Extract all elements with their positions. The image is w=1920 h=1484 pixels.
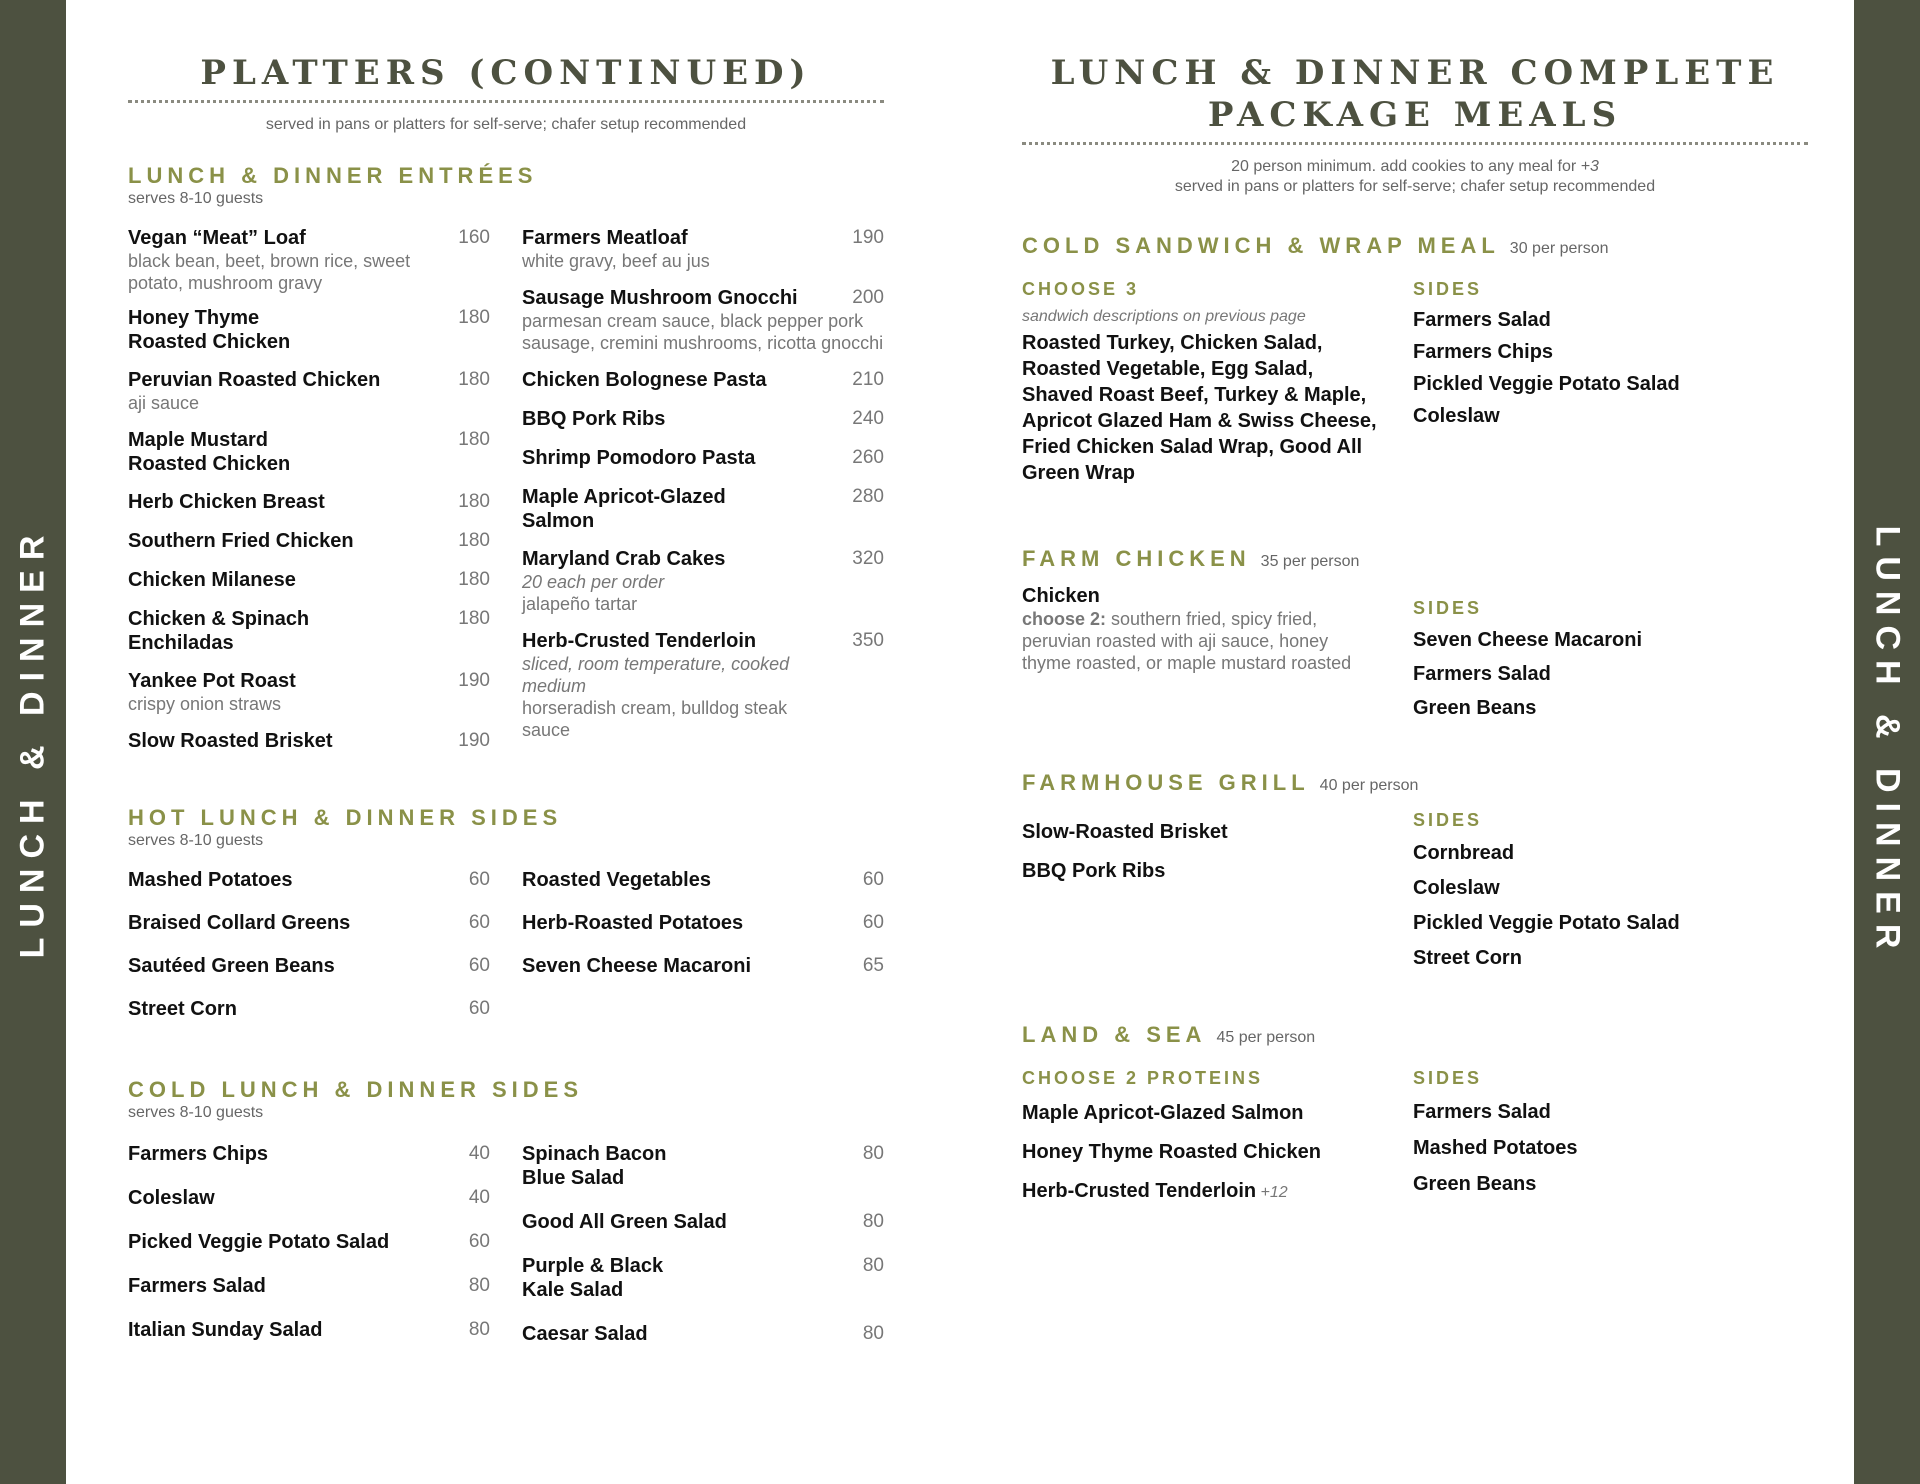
entrees-list-2 (522, 226, 884, 753)
item-price: 60 (468, 912, 490, 933)
entrees-serves: serves 8-10 guests (128, 190, 264, 207)
item-price: 180 (458, 307, 490, 328)
item-note: sliced, room temperature, cooked medium (522, 654, 790, 696)
item-name: Picked Veggie Potato Salad (128, 1231, 390, 1253)
item-price: 80 (468, 1319, 490, 1340)
item-name: Spinach Bacon Blue Salad (522, 1143, 667, 1189)
farmhouse-grill-section (1022, 770, 1808, 970)
side-item: Coleslaw (1413, 877, 1500, 899)
side-item: Farmers Chips (1413, 341, 1554, 363)
sandwich-heading (1022, 233, 1808, 259)
menu-item (522, 226, 884, 272)
farm-chicken-price: 35 per person (1260, 553, 1360, 570)
sandwich-choose-note: sandwich descriptions on previous page (1022, 308, 1306, 325)
menu-item (128, 1318, 490, 1342)
menu-item (128, 669, 490, 715)
menu-item (128, 529, 490, 553)
item-price: 200 (852, 287, 884, 308)
item-price: 80 (862, 1323, 884, 1344)
item-desc: aji sauce (128, 393, 200, 413)
menu-item (128, 729, 490, 753)
left-side-bar (0, 0, 66, 1484)
item-price: 160 (458, 227, 490, 248)
item-name: Yankee Pot Roast (128, 670, 296, 692)
item-name: Mashed Potatoes (128, 869, 293, 891)
item-price: 190 (458, 730, 490, 751)
side-item: Pickled Veggie Potato Salad (1413, 912, 1680, 934)
menu-item (128, 568, 490, 592)
menu-item (128, 368, 490, 414)
entrees-section (128, 163, 884, 753)
side-item: Street Corn (1413, 947, 1522, 969)
menu-item (128, 428, 490, 476)
title-divider (1022, 142, 1808, 145)
menu-item (522, 368, 884, 392)
grill-main: BBQ Pork Ribs (1022, 860, 1166, 882)
item-price: 80 (468, 1275, 490, 1296)
package-title-line-2: PACKAGE MEALS (1207, 95, 1623, 135)
protein-item: Maple Apricot-Glazed Salmon (1022, 1102, 1304, 1124)
item-name: BBQ Pork Ribs (522, 408, 666, 430)
farmhouse-grill-price: 40 per person (1319, 777, 1419, 794)
grill-main: Slow-Roasted Brisket (1022, 821, 1228, 843)
side-item: Farmers Salad (1413, 309, 1551, 331)
item-name: Vegan “Meat” Loaf (128, 227, 306, 249)
item-name: Sautéed Green Beans (128, 955, 335, 977)
item-name: Slow Roasted Brisket (128, 730, 333, 752)
sandwich-title: COLD SANDWICH & WRAP MEAL (1022, 233, 1500, 258)
item-name: Honey Thyme Roasted Chicken (128, 307, 291, 353)
cold-sides-list-2 (522, 1142, 884, 1346)
item-price: 80 (862, 1143, 884, 1164)
sandwich-choices: Roasted Turkey, Chicken Salad, Roasted Vegetable, Egg Salad, Shaved Roast Beef, Turkey & Maple, Apricot Glazed Ham & Swiss Cheese, Fried Chicken Salad Wrap, Good All Green Wrap (1022, 332, 1377, 484)
item-note: 20 each per order (522, 572, 665, 592)
hot-sides-section (128, 805, 884, 1021)
item-price: 60 (468, 998, 490, 1019)
menu-item (522, 286, 884, 354)
item-name: Sausage Mushroom Gnocchi (522, 287, 798, 309)
item-price: 65 (862, 955, 884, 976)
menu-item (522, 407, 884, 431)
protein-upcharge: +12 (1260, 1184, 1288, 1201)
package-note-1: 20 person minimum. add cookies to any meal for (1231, 158, 1577, 175)
side-item: Mashed Potatoes (1413, 1137, 1578, 1159)
item-name: Chicken Bolognese Pasta (522, 369, 767, 391)
sides-label: SIDES (1413, 1068, 1483, 1088)
menu-item (522, 446, 884, 470)
side-label-left: LUNCH & DINNER (13, 525, 52, 959)
item-desc: parmesan cream sauce, black pepper pork sausage, cremini mushrooms, ricotta gnocchi (522, 311, 884, 353)
item-name: Braised Collard Greens (128, 912, 351, 934)
right-side-bar (1854, 0, 1920, 1484)
cookie-price: +3 (1580, 158, 1599, 175)
hot-sides-list-1 (128, 868, 490, 1021)
item-name: Chicken & Spinach Enchiladas (128, 608, 310, 654)
choose-label: choose 2: (1022, 609, 1107, 629)
farm-chicken-heading (1022, 546, 1808, 572)
menu-item (522, 629, 884, 741)
item-desc: horseradish cream, bulldog steak sauce (522, 698, 788, 740)
item-desc: crispy onion straws (128, 694, 282, 714)
item-price: 40 (468, 1143, 490, 1164)
sandwich-meal-section (1022, 233, 1808, 486)
menu-item (522, 911, 884, 935)
item-price: 40 (468, 1187, 490, 1208)
item-name: Chicken Milanese (128, 569, 296, 591)
cold-sides-list-1 (128, 1142, 490, 1346)
item-price: 180 (458, 569, 490, 590)
item-price: 60 (468, 955, 490, 976)
choose-text: southern fried, spicy fried, peruvian roasted with aji sauce, honey thyme roasted, or maple mustard roasted (1022, 609, 1352, 673)
land-sea-title: LAND & SEA (1022, 1022, 1207, 1047)
menu-item (522, 868, 884, 892)
platters-title: PLATTERS (CONTINUED) (200, 53, 812, 93)
item-name: Peruvian Roasted Chicken (128, 369, 381, 391)
menu-item (128, 306, 490, 354)
item-name: Farmers Meatloaf (522, 227, 688, 249)
menu-item (128, 607, 490, 655)
side-item: Farmers Salad (1413, 1101, 1551, 1123)
menu-item (128, 1142, 490, 1166)
menu-item (522, 1254, 884, 1302)
farm-chicken-choose (1022, 608, 1382, 674)
side-item: Green Beans (1413, 697, 1537, 719)
item-name: Shrimp Pomodoro Pasta (522, 447, 756, 469)
cold-sides-section (128, 1077, 884, 1346)
item-price: 350 (852, 630, 884, 651)
item-desc: white gravy, beef au jus (522, 251, 710, 271)
menu-item (128, 1186, 490, 1210)
item-name: Street Corn (128, 998, 237, 1020)
item-name: Purple & Black Kale Salad (522, 1255, 664, 1301)
item-price: 280 (852, 486, 884, 507)
sandwich-price: 30 per person (1509, 240, 1609, 257)
item-name: Coleslaw (128, 1187, 215, 1209)
menu-item (128, 954, 490, 978)
side-item: Green Beans (1413, 1173, 1537, 1195)
item-name: Italian Sunday Salad (128, 1319, 323, 1341)
item-price: 80 (862, 1211, 884, 1232)
hot-sides-heading: HOT LUNCH & DINNER SIDES (128, 805, 563, 830)
item-price: 190 (852, 227, 884, 248)
sandwich-choose-label: CHOOSE 3 (1022, 279, 1140, 299)
item-name: Herb Chicken Breast (128, 491, 325, 513)
menu-item (128, 997, 490, 1021)
farm-chicken-main: Chicken (1022, 585, 1100, 607)
item-price: 240 (852, 408, 884, 429)
item-name: Farmers Chips (128, 1143, 269, 1165)
side-label-right: LUNCH & DINNER (1868, 525, 1907, 959)
item-name: Maryland Crab Cakes (522, 548, 726, 570)
farmhouse-grill-title: FARMHOUSE GRILL (1022, 770, 1310, 795)
platters-column (128, 52, 884, 1346)
land-sea-heading (1022, 1022, 1808, 1048)
sides-label: SIDES (1413, 598, 1483, 618)
menu-item (522, 485, 884, 533)
item-name: Maple Apricot-Glazed Salmon (522, 486, 726, 532)
item-price: 320 (852, 548, 884, 569)
platters-note: served in pans or platters for self-serve; chafer setup recommended (265, 116, 747, 133)
menu-item (128, 1274, 490, 1298)
sides-label: SIDES (1413, 279, 1483, 299)
item-desc: black bean, beet, brown rice, sweet potato, mushroom gravy (128, 251, 411, 293)
item-price: 260 (852, 447, 884, 468)
item-price: 60 (862, 869, 884, 890)
title-divider (128, 100, 884, 103)
item-price: 60 (468, 1231, 490, 1252)
item-name: Herb-Roasted Potatoes (522, 912, 744, 934)
side-item: Coleslaw (1413, 405, 1500, 427)
package-title-line-1: LUNCH & DINNER COMPLETE (1050, 53, 1780, 93)
land-sea-price: 45 per person (1216, 1029, 1316, 1046)
item-name: Farmers Salad (128, 1275, 266, 1297)
cold-sides-heading: COLD LUNCH & DINNER SIDES (128, 1077, 584, 1102)
hot-sides-serves: serves 8-10 guests (128, 832, 264, 849)
entrees-heading: LUNCH & DINNER ENTRÉES (128, 163, 538, 188)
side-item: Cornbread (1413, 842, 1515, 864)
menu-item (522, 954, 884, 978)
package-title (1022, 52, 1808, 136)
menu-item (522, 1210, 884, 1234)
protein-item: Honey Thyme Roasted Chicken (1022, 1141, 1321, 1163)
entrees-list-1 (128, 226, 490, 753)
item-price: 210 (852, 369, 884, 390)
farmhouse-grill-heading (1022, 770, 1808, 796)
item-name: Caesar Salad (522, 1323, 648, 1345)
menu-item (128, 1230, 490, 1254)
item-name: Southern Fried Chicken (128, 530, 354, 552)
menu-item (128, 868, 490, 892)
item-price: 60 (468, 869, 490, 890)
land-sea-section (1022, 1022, 1808, 1204)
item-price: 180 (458, 530, 490, 551)
item-name: Good All Green Salad (522, 1211, 727, 1233)
hot-sides-list-2 (522, 868, 884, 1021)
menu-item (128, 226, 490, 294)
item-name: Maple Mustard Roasted Chicken (128, 429, 291, 475)
package-note (1022, 157, 1808, 197)
item-name: Roasted Vegetables (522, 869, 711, 891)
protein-name: Herb-Crusted Tenderloin (1022, 1180, 1257, 1202)
menu-item (128, 911, 490, 935)
proteins-label: CHOOSE 2 PROTEINS (1022, 1068, 1264, 1088)
sides-label: SIDES (1413, 810, 1483, 830)
side-item: Seven Cheese Macaroni (1413, 629, 1642, 651)
farm-chicken-section (1022, 546, 1808, 720)
package-meals-column (1022, 52, 1808, 1204)
protein-item-tenderloin (1022, 1179, 1413, 1204)
item-price: 180 (458, 491, 490, 512)
item-price: 180 (458, 369, 490, 390)
menu-item (128, 490, 490, 514)
item-price: 60 (862, 912, 884, 933)
side-item: Farmers Salad (1413, 663, 1551, 685)
cold-sides-serves: serves 8-10 guests (128, 1104, 264, 1121)
menu-item (522, 547, 884, 615)
item-price: 80 (862, 1255, 884, 1276)
farm-chicken-title: FARM CHICKEN (1022, 546, 1251, 571)
item-price: 180 (458, 608, 490, 629)
side-item: Pickled Veggie Potato Salad (1413, 373, 1680, 395)
item-price: 190 (458, 670, 490, 691)
menu-item (522, 1142, 884, 1190)
item-name: Herb-Crusted Tenderloin (522, 630, 757, 652)
package-note-2: served in pans or platters for self-serve; chafer setup recommended (1174, 178, 1656, 195)
menu-item (522, 1322, 884, 1346)
item-desc: jalapeño tartar (522, 594, 638, 614)
item-price: 180 (458, 429, 490, 450)
item-name: Seven Cheese Macaroni (522, 955, 751, 977)
